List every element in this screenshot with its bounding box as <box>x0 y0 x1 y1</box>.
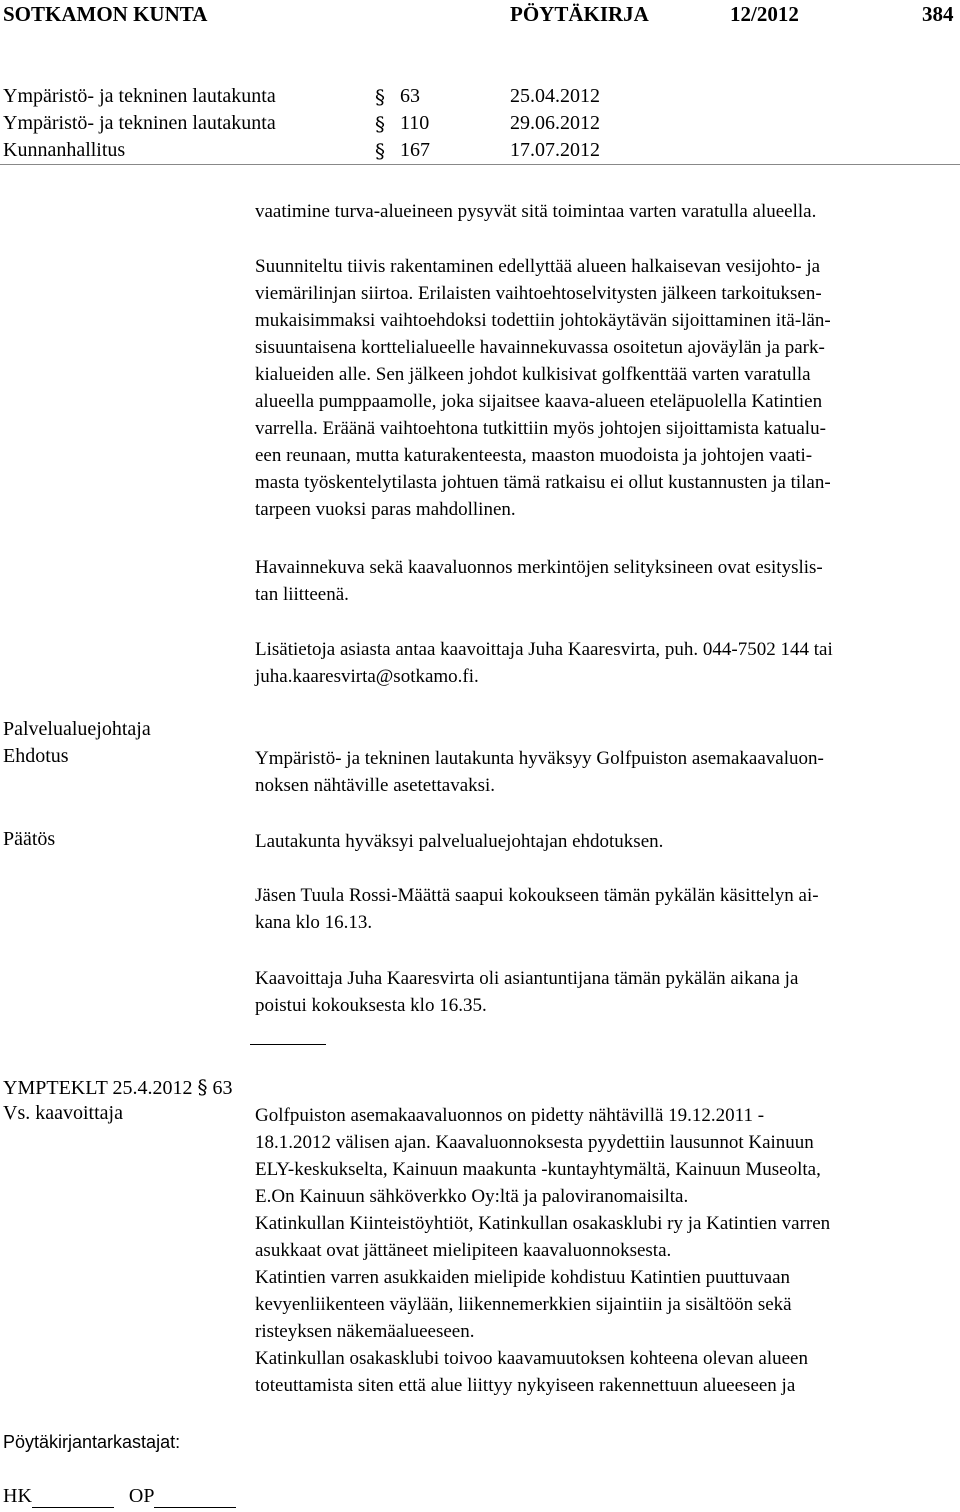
text-line: noksen nähtäville asetettavaksi. <box>255 775 496 796</box>
text-line: Lautakunta hyväksyi palvelualuejohtajan ehdotuksen. <box>255 831 664 852</box>
body-paragraph-1 <box>255 198 955 225</box>
text-line: masta työskentelytilasta johtuen tämä ratkaisu ei ollut kustannusten ja tilan- <box>255 472 831 493</box>
decision-text <box>255 828 955 855</box>
text-line: toteuttamista siten että alue liittyy nykyiseen rakennettuun alueeseen ja <box>255 1375 796 1396</box>
text-line: Golfpuiston asemakaavaluonnos on pidetty nähtävillä 19.12.2011 - <box>255 1105 765 1126</box>
proposal-text <box>255 745 955 799</box>
body-paragraph-2 <box>255 253 955 523</box>
text-line: mukaisimmaksi vaihtoehdoksi todettiin johtokäytävän sijoittaminen itä-län- <box>255 310 831 331</box>
meeting-section: 63 <box>400 85 420 107</box>
initials-2: OP <box>128 1485 155 1507</box>
doc-number: 12/2012 <box>730 2 799 26</box>
text-line: tan liitteenä. <box>255 584 349 605</box>
reference-section-mark: § <box>197 1075 208 1099</box>
note-1 <box>255 882 955 936</box>
text-line: tarpeen vuoksi paras mahdollinen. <box>255 499 516 520</box>
text-line: E.On Kainuun sähköverkko Oy:ltä ja paloviranomaisilta. <box>255 1186 689 1207</box>
text-line: Suunniteltu tiivis rakentaminen edellyttää alueen halkaisevan vesijohto- ja <box>255 256 821 277</box>
text-line: Katintien varren asukkaiden mielipide kohdistuu Katintien puuttuvaan <box>255 1267 791 1288</box>
body-paragraph-4 <box>255 636 955 690</box>
initials-1: HK <box>3 1485 32 1507</box>
text-line: Katinkullan Kiinteistöyhtiöt, Katinkullan osakasklubi ry ja Katintien varren <box>255 1213 831 1234</box>
section-end-rule <box>250 1044 326 1045</box>
signature-line-1 <box>32 1484 114 1508</box>
meeting-section-mark: § <box>375 112 385 136</box>
text-line: 18.1.2012 välisen ajan. Kaavaluonnoksesta pyydettiin lausunnot Kainuun <box>255 1132 814 1153</box>
text-line: vaatimine turva-alueineen pysyvät sitä toimintaa varten varatulla alueella. <box>255 201 817 222</box>
proposal-label-line1: Palvelualuejohtaja <box>3 718 151 740</box>
meeting-body: Kunnanhallitus <box>3 139 126 161</box>
meeting-date: 17.07.2012 <box>510 139 600 161</box>
text-line: viemärilinjan siirtoa. Erilaisten vaihtoehtoselvitysten jälkeen tarkoituksen- <box>255 283 822 304</box>
meeting-section: 110 <box>400 112 430 134</box>
meeting-section-mark: § <box>375 85 385 109</box>
planner-label: Vs. kaavoittaja <box>3 1102 123 1124</box>
note-2 <box>255 965 955 1019</box>
text-line: Havainnekuva sekä kaavaluonnos merkintöjen selityksineen ovat esityslis- <box>255 557 823 578</box>
text-line: kana klo 16.13. <box>255 912 373 933</box>
text-line: Ympäristö- ja tekninen lautakunta hyväksyy Golfpuiston asemakaavaluon- <box>255 748 824 769</box>
planner-text <box>255 1102 955 1399</box>
text-line: sisuuntaisena korttelialueelle havainnekuvassa osoitetun ajoväylän ja park- <box>255 337 825 358</box>
body-paragraph-3 <box>255 554 955 608</box>
text-line: ELY-keskukselta, Kainuun maakunta -kuntayhtymältä, Kainuun Museolta, <box>255 1159 821 1180</box>
signature-line-2 <box>154 1484 236 1508</box>
text-line: kevyenliikenteen väylään, liikennemerkkien sijaintiin ja sisältöön sekä <box>255 1294 792 1315</box>
meeting-section-mark: § <box>375 139 385 163</box>
text-line: Katinkullan osakasklubi toivoo kaavamuutoksen kohteena olevan alueen <box>255 1348 808 1369</box>
text-line: juha.kaaresvirta@sotkamo.fi. <box>255 666 479 687</box>
reference-line <box>3 1075 232 1100</box>
header-divider <box>0 164 960 165</box>
signature-initials <box>3 1484 236 1508</box>
footer-label: Pöytäkirjantarkastajat: <box>3 1432 181 1452</box>
text-line: Jäsen Tuula Rossi-Määttä saapui kokoukseen tämän pykälän käsittelyn ai- <box>255 885 819 906</box>
text-line: poistui kokouksesta klo 16.35. <box>255 995 487 1016</box>
meeting-body: Ympäristö- ja tekninen lautakunta <box>3 85 276 107</box>
decision-label: Päätös <box>3 828 56 850</box>
meeting-date: 29.06.2012 <box>510 112 600 134</box>
proposal-label-line2: Ehdotus <box>3 745 69 767</box>
meeting-body: Ympäristö- ja tekninen lautakunta <box>3 112 276 134</box>
text-line: alueella pumppaamolle, joka sijaitsee kaava-alueen eteläpuolella Katintien <box>255 391 823 412</box>
text-line: kialueiden alle. Sen jälkeen johdot kulkisivat golfkenttää varten varatulla <box>255 364 811 385</box>
text-line: varrella. Eräänä vaihtoehtona tutkittiin myös johtojen sijoittamista katualu- <box>255 418 826 439</box>
reference-code: YMPTEKLT 25.4.2012 <box>3 1077 193 1099</box>
org-name: SOTKAMON KUNTA <box>3 2 208 26</box>
reference-section: 63 <box>212 1077 233 1099</box>
meeting-date: 25.04.2012 <box>510 85 600 107</box>
text-line: Lisätietoja asiasta antaa kaavoittaja Juha Kaaresvirta, puh. 044-7502 144 tai <box>255 639 833 660</box>
meeting-section: 167 <box>400 139 430 161</box>
doc-type: PÖYTÄKIRJA <box>510 2 649 26</box>
text-line: Kaavoittaja Juha Kaaresvirta oli asiantuntijana tämän pykälän aikana ja <box>255 968 799 989</box>
text-line: asukkaat ovat jättäneet mielipiteen kaavaluonnoksesta. <box>255 1240 672 1261</box>
text-line: risteyksen näkemäalueeseen. <box>255 1321 475 1342</box>
text-line: een reunaan, mutta katurakenteesta, maaston muodoista ja johtojen vaati- <box>255 445 813 466</box>
page-number: 384 <box>922 2 954 26</box>
